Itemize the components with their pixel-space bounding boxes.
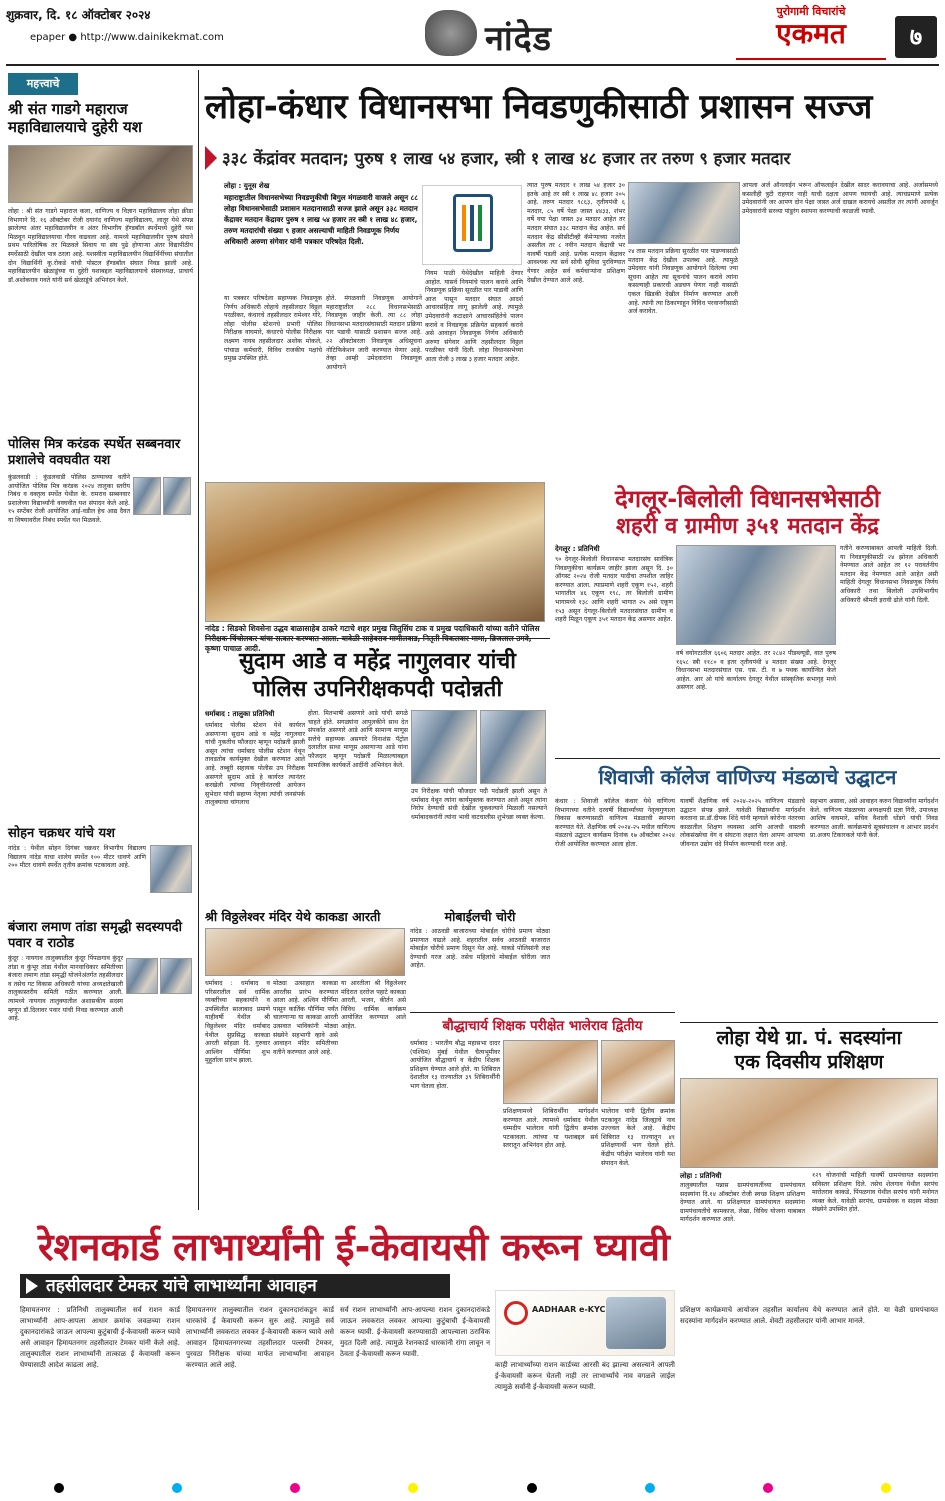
aadhaar-label: AADHAAR e-KYC bbox=[532, 1305, 606, 1314]
lead-byline: लोहा : युनूस शेख bbox=[224, 182, 270, 190]
loha-gp-byline: लोहा : प्रतिनिधी bbox=[680, 1172, 722, 1180]
lead-headline: लोहा-कंधार विधानसभा निवडणुकीसाठी प्रशासन सज्ज bbox=[205, 87, 873, 127]
lead-subheadline: ३३८ केंद्रांवर मतदान; पुरुष १ लाख ५४ हजार, स्त्री १ लाख ४८ हजार तर तरुण ९ हजार मतदार bbox=[222, 149, 791, 168]
lead-col-1: या पत्रकार परिषदेला सहाय्यक निवडणूक निर्णय अधिकारी लोहाचे तहसीलदार विठ्ठल परळीकर, कंधारचे तहसीलदार रामेश्वर गोरे, लोहा पोलीस स्टेशनचे प्रभारी पोलिस निरीक्षक वाघमारे, कंधारचे पोलीस निरीक्षक लक्ष्मण नायब तहसीलदार अशोक मोकले, पांचाळ कर्मचारी, विविध राजकीय पक्षांचे प्रमुख उपस्थित होते. bbox=[224, 295, 322, 363]
ration-banner-title: रेशनकार्ड लाभार्थ्यांनी ई-केवायसी करून घ्यावी bbox=[38, 1225, 670, 1269]
shivaji-col-3: सहभाग असावा, असे आवाहन करुन विद्यार्थ्यांना मार्गदर्शन केले. वाणिज्य मंडळाच्या अध्यक्षपदी प्रज्ञा गिरी, उपाध्यक्ष आशिष वाघमारे, सचिव वैशाली धोंडगे यांची निवड करण्यात आली. कार्यक्रमाचे सूत्रसंचालन व आभार प्रदर्शन प्रा.अजय टिकारकले यांनी केले. bbox=[810, 798, 938, 840]
reg-dot-yellow bbox=[408, 1483, 418, 1493]
reg-dot-cyan-2 bbox=[645, 1483, 655, 1493]
bauddh-col-3: भालेराव यांनी द्वितीय क्रमांक पटकावून नांदेड जिल्ह्याचे नाव उज्ज्वल केले आहे. केंद्रीय शिबिरात १३ राज्यातून ४१ प्रशिक्षणार्थी भाग घेतले होते. केंद्रीय परीक्षेत भालेराव यांनी यश संपादन केले. bbox=[601, 1108, 675, 1167]
deglur-col-1: ९० देगलूर-बिलोली विधानसभा मतदारसंघ सार्वत्रिक निवडणुकीचा कार्यक्रम जाहीर झाला असून दि. ३० ऑगस्ट २०२४ रोजी मतदार यादीचा तपशील जाहिर करण्यात आला. त्याप्रमाणे शहरी एकूण १५२, शहरी भागातील ४६ एकूण १९८, तर बिलोली ग्रामीण भागामध्ये १३८ आणि शहरी भागात २५ असे एकूण १५३ असून देगलूर-बिलोली मतदारसंघात ग्रामीण व शहरी मिळून एकूण ३५१ मतदान केंद्र असणार आहेत. bbox=[555, 556, 673, 624]
page-number: ७ bbox=[895, 16, 937, 58]
sidebar-story2-photo-b bbox=[163, 477, 191, 515]
logo-name: एकमत bbox=[776, 17, 846, 50]
sidebar-story4-text: कुंदूर : नायगाव तालुक्यातील कुंदूर पिंपळगाव कुंदूर तांडा व कुंभूर तांडा येथील मानवाधिकार समितीच्या बंजारा लमाण तांडा समृद्धी योजनेअंतर्गत तहसीलदार व तसेच गट विकास अधिकारी यांच्या अध्यक्षतेखाली तालुकास्तरीय समिती गठीत करण्यात आली. त्यामध्ये नायगाव तालुक्यातील अशासकीय सदस्य म्हणून डॉ.दिलावर पवार यांची निवड करण्यात आली आहे. bbox=[8, 955, 123, 1023]
lead-intro: महाराष्ट्रातील विधानसभेच्या निवडणुकीची बिगुल मंगळवारी वाजले असून ८८ लोहा विधानसभेसाठी प्रशासन मतदानासाठी सज्ज झाले असून ३३८ मतदान केंद्रावर मतदान केंद्रावर पुरुष १ लाख ५४ हजार तर स्त्री १ लाख ४८ हजार, तरुण मतदारांची संख्या ९ हजार असल्याची माहिती निवडणूक निर्णय अधिकारी अरुणा संगेवार यांनी पत्रकार परिषदेत दिली. bbox=[224, 193, 419, 246]
loha-gp-top-rule bbox=[680, 1022, 938, 1023]
sidebar-story4-photo-b bbox=[160, 958, 192, 994]
sudam-col-1: धर्माबाद पोलीस स्टेशन येथे कार्यरत असणाऱ्या सुदाम आडे व महेंद्र नागुलवार यांची नुकतीच फौजदार म्हणून पदोन्नती झाली असून त्यांचा धर्माबाद पोलीस स्टेशन येथून तावडतोब कार्यमुक्त देखील करण्यात आले आहे. तब्बूरी सहायक पोलीस उप निरीक्षक असणारे सुदाम आडे हे कार्यरत त्यानंतर करखेली त्यांच्या निवृत्तीनंतरची आयेजन सुभेदार यांची सहाय्य नेतृत्वा त्यांची जनसंपर्क तालुक्याचा चांगलाच bbox=[205, 722, 305, 807]
bauddh-top-rule bbox=[410, 1012, 675, 1013]
lead-col-6: आपला अर्ज ऑनलाईन भरून ऑफलाईन देखील सादर करावयाचा आहे. अर्जासमध्ये कसलीही त्रुटी राहणार नाही याची दक्षता आपण घ्यायची आहे. त्याचप्रमाणे प्रत्येक उमेदवारांनी जर आपण दोन पेक्षा जास्त अर्ज दाखल करायचे असतील तर त्यांनी आवर्जून उमेदवारांनी सरव्या पांडुरंग स्थापना करण्याची काळजी घ्यावी. bbox=[742, 182, 938, 215]
deglur-byline: देगलूर : प्रतिनिधी bbox=[555, 545, 600, 553]
reg-dot-yellow-2 bbox=[881, 1483, 891, 1493]
loha-gp-col-2: १२९ योजनांची माहिती यावर्षी ग्रामपंचायत सदस्यांना सविस्तर प्रशिक्षण दिले. तसेच शेलगाव येथील सरपंच मारोतराव काकडे, पिंपळगाव येथील सरपंच यांनी मनोगत व्यक्त केले. यावेळी सरपंच, ग्रामसेवक व सदस्य मोठ्या संख्येने उपस्थित होते. bbox=[812, 1172, 938, 1214]
mobile-text: नांदेड : आठवडी बाजाराच्या मोबाईल चोरीचे प्रमाण मोठ्या प्रमाणात वाढले आहे. शहरातील सर्वच आठवडी बाजारात मोबाईल चोरीचे प्रमाण दिसून येत आहे. याकडे पोलिसांनी लक्ष देण्याची गरज आहे. तसेच महिलांचे मोबाईल चोरीला जात आहेत. bbox=[410, 928, 550, 970]
city-title: नांदेड bbox=[485, 19, 552, 59]
ekyc-device-photo bbox=[606, 1297, 666, 1349]
epaper-url[interactable]: epaper ● http://www.dainikekmat.com bbox=[30, 32, 224, 43]
bauddh-title: बौद्धाचार्य शिक्षक परीक्षेत भालेराव द्वितीय bbox=[442, 1018, 643, 1034]
sidebar-story3-text: नांदेड : येथील सोहन दिगंबर चक्रधर विभागीय विद्यालय विद्यालय नांदेड याचा शालेय स्पर्धेत १०० मीटर धावणे आणि २०० मीटर धावणे स्पर्धेत तृतीय क्रमांक पटकावला आहे. bbox=[8, 845, 146, 870]
sidebar-story1-text: लोहा : श्री संत गाडगे महाराज कला, वाणिज्य व विज्ञान महाविद्यालय लोहा क्रीडा विभागाने दि. १६ ऑक्टोबर रोजी दयानंद वाणिज्य महाविद्यालय, लातूर येथे संपन्न झालेल्या अंतर महाविद्यालयीन व अंतर विभागीय हॅण्डबॉल स्पर्धेमध्ये दुहेरी यश मिळवून महाविद्यालयाचा गौरव वाढवला आहे. यामध्ये महाविद्यालयीन पुरुष संघाने प्रथम पारितोषिक तर मिळवले सिवाय या संघ पुढे होणाऱ्या अंतर विद्यापीठीय स्पर्धेसाठी देखील पात्र ठरला आहे. यशस्वीता महाविद्यालयीन विद्यार्थिनींच्या संघातील दोन विद्यार्थिनी कु.रोकडे यांची पोस्टल हॅण्डबॉल संघात निवड झाली आहे. महाविद्यालयीन खेळाडूंच्या या दुहेरी यशाबद्दल महाविद्यालयाचे संस्थाध्यक्ष, प्राचार्य डॉ.अशोकराव गवते यांनी सर्व खेळाडूंचे अभिनंदन केले. bbox=[8, 208, 193, 284]
voter-id-photo bbox=[676, 545, 836, 645]
shivaji-col-1: कंधार : शिवाजी कॉलेज कंधार येथे वाणिज्य विभागाच्या वतीने दरवर्षी विद्यार्थ्यांच्या नेतृत्वगुणाला विकास करण्यासाठी वाणिज्य मंडळाची स्थापना करण्यात येते. शैक्षणिक वर्ष २०२४-२५ मधील वाणिज्य मंडळाचे उद्घाटन कार्यक्रम दिनांक १७ ऑक्टोबर २०२४ रोजी आयोजित करण्यात आला होता. bbox=[555, 798, 675, 848]
shivaji-top-rule bbox=[555, 758, 940, 759]
ration-col-5: काही लाभार्थ्यांच्या राशन कार्डच्या आरसी बंद झाल्या असल्याने आपली ई-केवायसी करून घेतली नाही तर लाभार्थ्यांचे नाव वगळले जाईल त्यामुळे सर्वांनी ई-केवायसी करून घ्यावी. bbox=[495, 1361, 675, 1391]
sidebar-story4-title: बंजारा लमाण तांडा समृद्धी सदस्यपदी पवार व राठोड bbox=[8, 920, 182, 951]
vitthaleshwar-title: श्री विठ्ठलेश्वर मंदिर येथे काकडा आरती bbox=[205, 909, 381, 924]
reg-dot-black-2 bbox=[527, 1483, 537, 1493]
nagulwar-photo bbox=[480, 710, 546, 784]
vitthaleshwar-col-2: मोठ्या उत्साहात काकडा आरतीस प्रारंभ करण्यात आला आहे. अश्विन पौर्णिमा पासून कार्तिक पौर्णिमा पर्यंत चालणाऱ्या या काकडा आरती उत्सवात भाविकांनी मोठ्या संख्येने सहभागी व्हावे असे आवाहन मंदिर समितीच्या वतीने करण्यात आले आहे. bbox=[273, 980, 338, 1056]
ration-col-6: प्रशिक्षण कार्यक्रमाचे आयोजन तहसील कार्यालय येथे करण्यात आले होते. या वेळी ग्रामपंचायत सदस्यांना मार्गदर्शन करण्यात आले. शेवटी तहसीलदार यांनी आभार मानले. bbox=[680, 1306, 938, 1325]
lead-col-4: त्यात पुरुष मतदार १ लाख ५४ हजार ३० इतके आहे तर स्त्री १ लाख ४८ हजार २०५ आहे. तरुण मतदार ९८६३, तृतीयपंथी ६ मतदार, ८५ वर्षे पेक्षा जास्त ४४३३, शंभर वर्षे वया पेक्षा जास्त ३४ मतदार आहेत तर मतदार संघात ३३८ मतदान केंद्र आहेत. सर्व मतदान केंद्र सीसीटीव्ही कॅमेऱ्याच्या नजरेत असतील तर ८ नवीन मतदान केंद्राची भर यावर्षी पडली आहे. प्रत्येक मतदान केंद्रावर आवश्यक त्या सर्व सोयी सुविधा पुरविण्यात येणार आहेत सर्व कर्मचाऱ्यांना प्रशिक्षण देखील देण्यात आले आहे. bbox=[527, 182, 625, 284]
vitthaleshwar-col-3: या आरतीला श्री विठ्ठलेश्वर मंदिरात दररोज पहाटे काकडा आरती, भजन, कीर्तन असे विविध धार्मिक कार्यक्रम आयोजित करण्यात आले आहेत. bbox=[341, 980, 406, 1030]
felicitation-caption: नांदेड : सिडको शिवसेना उद्धव बाळासाहेब ठाकरे गटाचे शहर प्रमुख जितुसिंघ टाक व प्रमुख पदाधिकारी यांच्या वतीने पोलिस कृष्णा पाचाळ आदी. bbox=[205, 624, 540, 653]
newspaper-logo bbox=[736, 4, 886, 60]
ration-col-3: सर्व राशन लाभार्थ्यांनी आप-आपल्या राशन दुकानदारांकडे जाऊन लवकरात लवकर आपल्या कुटुंबाची ई-केवायसी करून घ्यावी. ई-केवायसी करण्यासाठी आपल्याला ठराविक मुदत दिली आहे. त्यामुळे रेशनकार्ड धारकांनी रांगा लावून न ठेवता ई-केवायसी करून घ्यावी. bbox=[340, 1306, 490, 1358]
sidebar-story3-photo bbox=[150, 845, 192, 893]
lead-col-5: २४ तास मतदान प्रक्रिया सुरळीत पार पाडण्यासाठी मतदान केंद्र देखील उपलब्ध आहे. त्यामुळे उमेदवार यांनी निवडणूक आयोगाने दिलेल्या ज्या सूचना आहेत त्या सूचनांचे पालन करावे त्यांना कसल्याही प्रकारची अडचण येणार नाही यासाठी एकल खिडकी देखील निर्माण करण्यात आली आहे. त्यांनी त्या ठिकाणाहून विविध परवानगीसाठी अर्ज करावेत. bbox=[628, 248, 738, 316]
shivaji-col-2: यावर्षी शैक्षणिक वर्ष २०२४-२०२५ वाणिज्य मंडळाचे उद्घाटन संपन्न झाले. यावेळी विद्यार्थ्यांना मार्गदर्शन करताना प्रा.डॉ.दीपक शिंदे यांनी म्हणाले कोरोना नंतरच्या काळातील शिक्षण व्यवस्था आणि आजची वास्तवी लोकसंख्येचा वेग व संघटना लक्षात घेता आपण आपल्या जीवनात उद्योग धंदे निर्माण करण्याची गरज आहे. bbox=[680, 798, 805, 848]
vitthaleshwar-col-1: धर्माबाद : धर्माबाद व परिसरातील सर्व धार्मिक व्यक्तींच्या सहकार्याने व उपस्थितीत सालाबाद प्रमाणे याहीवर्षी येथील श्री विठ्ठलेश्वर मंदिर धर्माबाद येथील सुप्रसिद्ध काकडा आरती सोहळा दि. गुरुवार आश्विन पौर्णिमा शुभ मुहूर्ताला प्रारंभ झाला. bbox=[205, 980, 270, 1065]
sidebar-story1-title: श्री संत गाडगे महाराज महाविद्यालयाचे दुहेरी यश bbox=[8, 100, 142, 136]
header-rule bbox=[6, 64, 939, 66]
ration-banner bbox=[8, 1222, 937, 1272]
deglur-col-4: गतीने करण्याबाबत आपली माहिती दिली. या निवडणुकीसाठी २४ झोनल अधिकारी नेमण्यात आले आहेत तर १२ परावर्तनीय मतदान केंद्र नेमण्यात आले आहेत असी माहिती देगलूर विधानसभा निवडणूक निर्णय अधिकारी तथा बिलोली उपविभागीय अधिकारी श्रीमती इरावी ढोले यांनी दिली. bbox=[840, 545, 938, 604]
sidebar-story2-photo-a bbox=[133, 477, 161, 515]
sudam-title-line1: सुदाम आडे व महेंद्र नागुलवार यांची bbox=[239, 649, 516, 674]
sudam-photo bbox=[411, 710, 477, 784]
lead-col-2: होते. मंगळवारी निवडणूक आयोगाने महाराष्ट्रातील २८८ विधानसभेसाठी निवडणूक जाहीर केली. त्या ८८ लोहा विधानसभा मतदारसंघासाठी मतदान प्रक्रिया पार पडावी यासाठी प्रशासन सज्ज आहे. २२ ऑक्टोबरला निवडणूक अधिसूचना नोटिफिकेशन जारी करण्यात येणार आहे. तेव्हा आम्ही उमेदवारांना निवडणूक आयोगाने bbox=[326, 295, 422, 371]
ration-col-1: हिमायतनगर : प्रतिनिधी तालुक्यातील सर्व राशन कार्ड लाभार्थ्यांनी आप-आपला आधार क्रमांक जवळच्या राशन दुकानदारांकडे जाऊन आपल्या कुटुंबाची ई-केवायसी करून घ्यावे असे आवाहन हिमायतनगर तहसीलदार टेमकर यांनी केले आहे. तालुक्यातील राशन लाभार्थ्यांनी तात्काळ ई केवायसी करून घेण्यासाठी आदेश काढला आहे. bbox=[20, 1306, 180, 1369]
subhead-arrow-icon bbox=[205, 146, 217, 170]
vitthaleshwar-photo bbox=[205, 928, 405, 976]
sidebar-story3-title: सोहन चक्रधर यांचे यश bbox=[8, 826, 115, 841]
ration-col-2: हिमायतनगर तालुक्यातील राशन दुकानदारांकडून कार्ड धारकांचे ई केवायसी करून सुरु आहे. त्यामुळे सर्व लाभार्थ्यांनी लवकरात लवकर ई-केवायसी करून घ्यावे असे आवाहन हिमायतनगरच्या तहसीलदार पल्लवी टेमकर, पुरवठा निरीक्षक यांच्या मार्फत लाभार्थ्यांना आवाहन करण्यात आले आहे. bbox=[186, 1306, 334, 1369]
reg-dot-black bbox=[54, 1483, 64, 1493]
sudam-top-rule bbox=[205, 638, 550, 639]
sidebar-story4-photo-a bbox=[126, 958, 158, 994]
bauddh-photo-a bbox=[503, 1040, 598, 1104]
deglur-title-line2: शहरी व ग्रामीण ३५१ मतदान केंद्र bbox=[616, 514, 879, 539]
reg-dot-magenta bbox=[290, 1483, 300, 1493]
bauddh-col-2: प्रशिक्षणामध्ये शिबिरार्थींना मार्गदर्शन करण्यात आले. त्यामध्ये धर्माबाद येथील धम्मदीप भालेराव यांनी द्वितीय क्रमांक पटकावला. त्यांच्या या यशाबद्दल सर्व स्तरातून अभिनंदन होत आहे. bbox=[503, 1108, 598, 1150]
issue-date: शुक्रवार, दि. १८ ऑक्टोबर २०२४ bbox=[6, 8, 151, 22]
election-commission-logo bbox=[422, 185, 522, 265]
sudam-title-line2: पोलिस उपनिरीक्षकपदी पदोन्नती bbox=[252, 677, 503, 702]
mobile-title: मोबाईलची चोरी bbox=[444, 909, 516, 924]
city-emblem-icon bbox=[425, 10, 477, 56]
sidebar-divider bbox=[198, 70, 199, 1210]
reg-dot-cyan bbox=[172, 1483, 182, 1493]
bauddh-col-1: धर्माबाद : भारतीय बौद्ध महासभा दादर (पश्चिम) मुंबई येथील चैत्यभूमीवर आयोजित बौद्धाचार्य व केंद्रीय शिक्षक प्रशिक्षण घेण्यात आले होते. या शिबिरात देशातील १३ राज्यातील ३९ शिबिरार्थींनी भाग घेतला होता. bbox=[410, 1040, 500, 1090]
logo-tagline: पुरोगामी विचारांचे bbox=[776, 5, 846, 18]
deglur-title-line1: देगलूर-बिलोली विधानसभेसाठी bbox=[614, 485, 881, 513]
loha-gp-photo bbox=[680, 1078, 938, 1168]
loha-gp-col-1: तालुक्यातील पन्नास ग्रामपंचायतींच्या ग्रामपंचायत सदस्यांना दि.१४ ऑक्टोबर रोजी स्वच्छ शिक्षण प्रशिक्षण देण्यात आले. या प्रशिक्षणात ग्रामपंचायत सदस्यांना ग्रामपंचायतीचे कामकाज, लेखा, विविध योजना याबाबत मार्गदर्शन करण्यात आले. bbox=[680, 1182, 805, 1224]
aadhaar-logo-icon bbox=[504, 1301, 528, 1325]
section-label: महत्त्वाचे bbox=[8, 73, 78, 95]
sidebar-story2-text: कुंडलवाडी : कुंडलवाडी पोलिस ठाण्याच्या वतीने आयोजित पोलिस मित्र करंडक २०२४ तालुका स्तरीय निबंध व वक्तृत्व स्पर्धेत येथील के. रामराव सब्बनवार प्रशालेच्या विद्यार्थ्यांनी ववघवीत यश संपादन केले आहे. १५ सप्टेंबर रोजी आयोजित आई-वडील हेच आद्य दैवत या विषयावरील निबंध स्पर्धेत यश मिळवले. bbox=[8, 474, 130, 524]
aadhaar-graphic bbox=[495, 1290, 675, 1356]
bauddh-photo-b bbox=[601, 1040, 675, 1104]
sidebar-story1-photo bbox=[8, 145, 193, 203]
sudam-col-3: उप निरीक्षक यांची फौजदार पदी पदोन्नती झाली असून ते धर्माबाद येथून त्यांना कार्यमुक्तक करण्यात आले असून त्यांना निरोप देण्याची संधी देखील चुकवल्याने मिळाली नसल्याने धर्माबादकरांनी त्यांना भावी वाटचालीस शुभेच्छा व्यक्त केल्या. bbox=[411, 788, 547, 821]
lead-evm-photo bbox=[628, 182, 740, 244]
loha-gp-title-line2: एक दिवसीय प्रशिक्षण bbox=[734, 1051, 884, 1073]
sudam-col-2: होता. मितभाषी असणारे आडे यांची सगळे चाहते होते. सगळ्यांना आपुलकीने साथ देत संपर्कात असणारे आडे आणि सामान्य माणूस सत्तेचे सहाय्यक असणारे विनाशंस पॅट्रोल दलातील साथा माणूस असणाऱ्या आडे यांना फौजदार म्हणून पदोन्नती मिळाल्याबद्दल सामाजिक कार्यकर्ते आदींनी अभिनंदन केले. bbox=[308, 710, 408, 769]
reg-dot-magenta-2 bbox=[763, 1483, 773, 1493]
loha-gp-title-line1: लोहा येथे ग्रा. पं. सदस्यांना bbox=[716, 1027, 902, 1049]
shivaji-title: शिवाजी कॉलेज वाणिज्य मंडळाचे उद्घाटन bbox=[598, 765, 897, 789]
felicitation-photo bbox=[205, 482, 545, 622]
deglur-col-3: वर्ष वयोगटातील ६६०६ मतदार आहेत. तर २८४२ पीडब्ल्यूडी, वात पुरुष १६५८ स्त्री ११८० व इतर तृतीयपंथी ४ मतदार संख्या आहे. देगलूर विधानसभा मतदारसंघात एस. एस. टी. व ७ पथक कार्यान्वित केले आहेत. आर ओ यांचे कार्यालय देगलूर येथील सांस्कृतिक सभागृह मध्ये असणार आहे. bbox=[676, 650, 836, 692]
sudam-byline: धर्माबाद : तालुका प्रतिनिधी bbox=[205, 710, 275, 718]
lead-col-3: नियम पाळी येथेदेखील माहिती देणार आहोत. यासर्व नियमांचे पालन करावे आणि निवडणूक प्रक्रिया सुरळीत पार पाडावी आणि आज पासून मतदार संघात आदर्श आचारसंहिता लागू झालेली आहे. त्यामुळे उमेदवारांनी कटाक्षाने आचारसंहितेचे पालन करावे व निवडणूक प्रक्रियेत सहकार्य करावे असे आवाहन निवडणूक निर्णय अधिकारी अरुणा संगेवार आणि तहसीलदार विठ्ठल परळीकर यांनी दिली. लोहा विधानसभेच्या आता रोजी ३ लाख ३ हजार मतदार आहेत. bbox=[425, 270, 523, 363]
registration-marks bbox=[0, 1478, 945, 1498]
ration-subheadline: तहसीलदार टेमकर यांचे लाभार्थ्यांना आवाहन bbox=[20, 1274, 450, 1298]
sidebar-story2-title: पोलिस मित्र करंडक स्पर्धेत सब्बनवार प्रशालेचे ववघवीत यश bbox=[8, 437, 181, 468]
